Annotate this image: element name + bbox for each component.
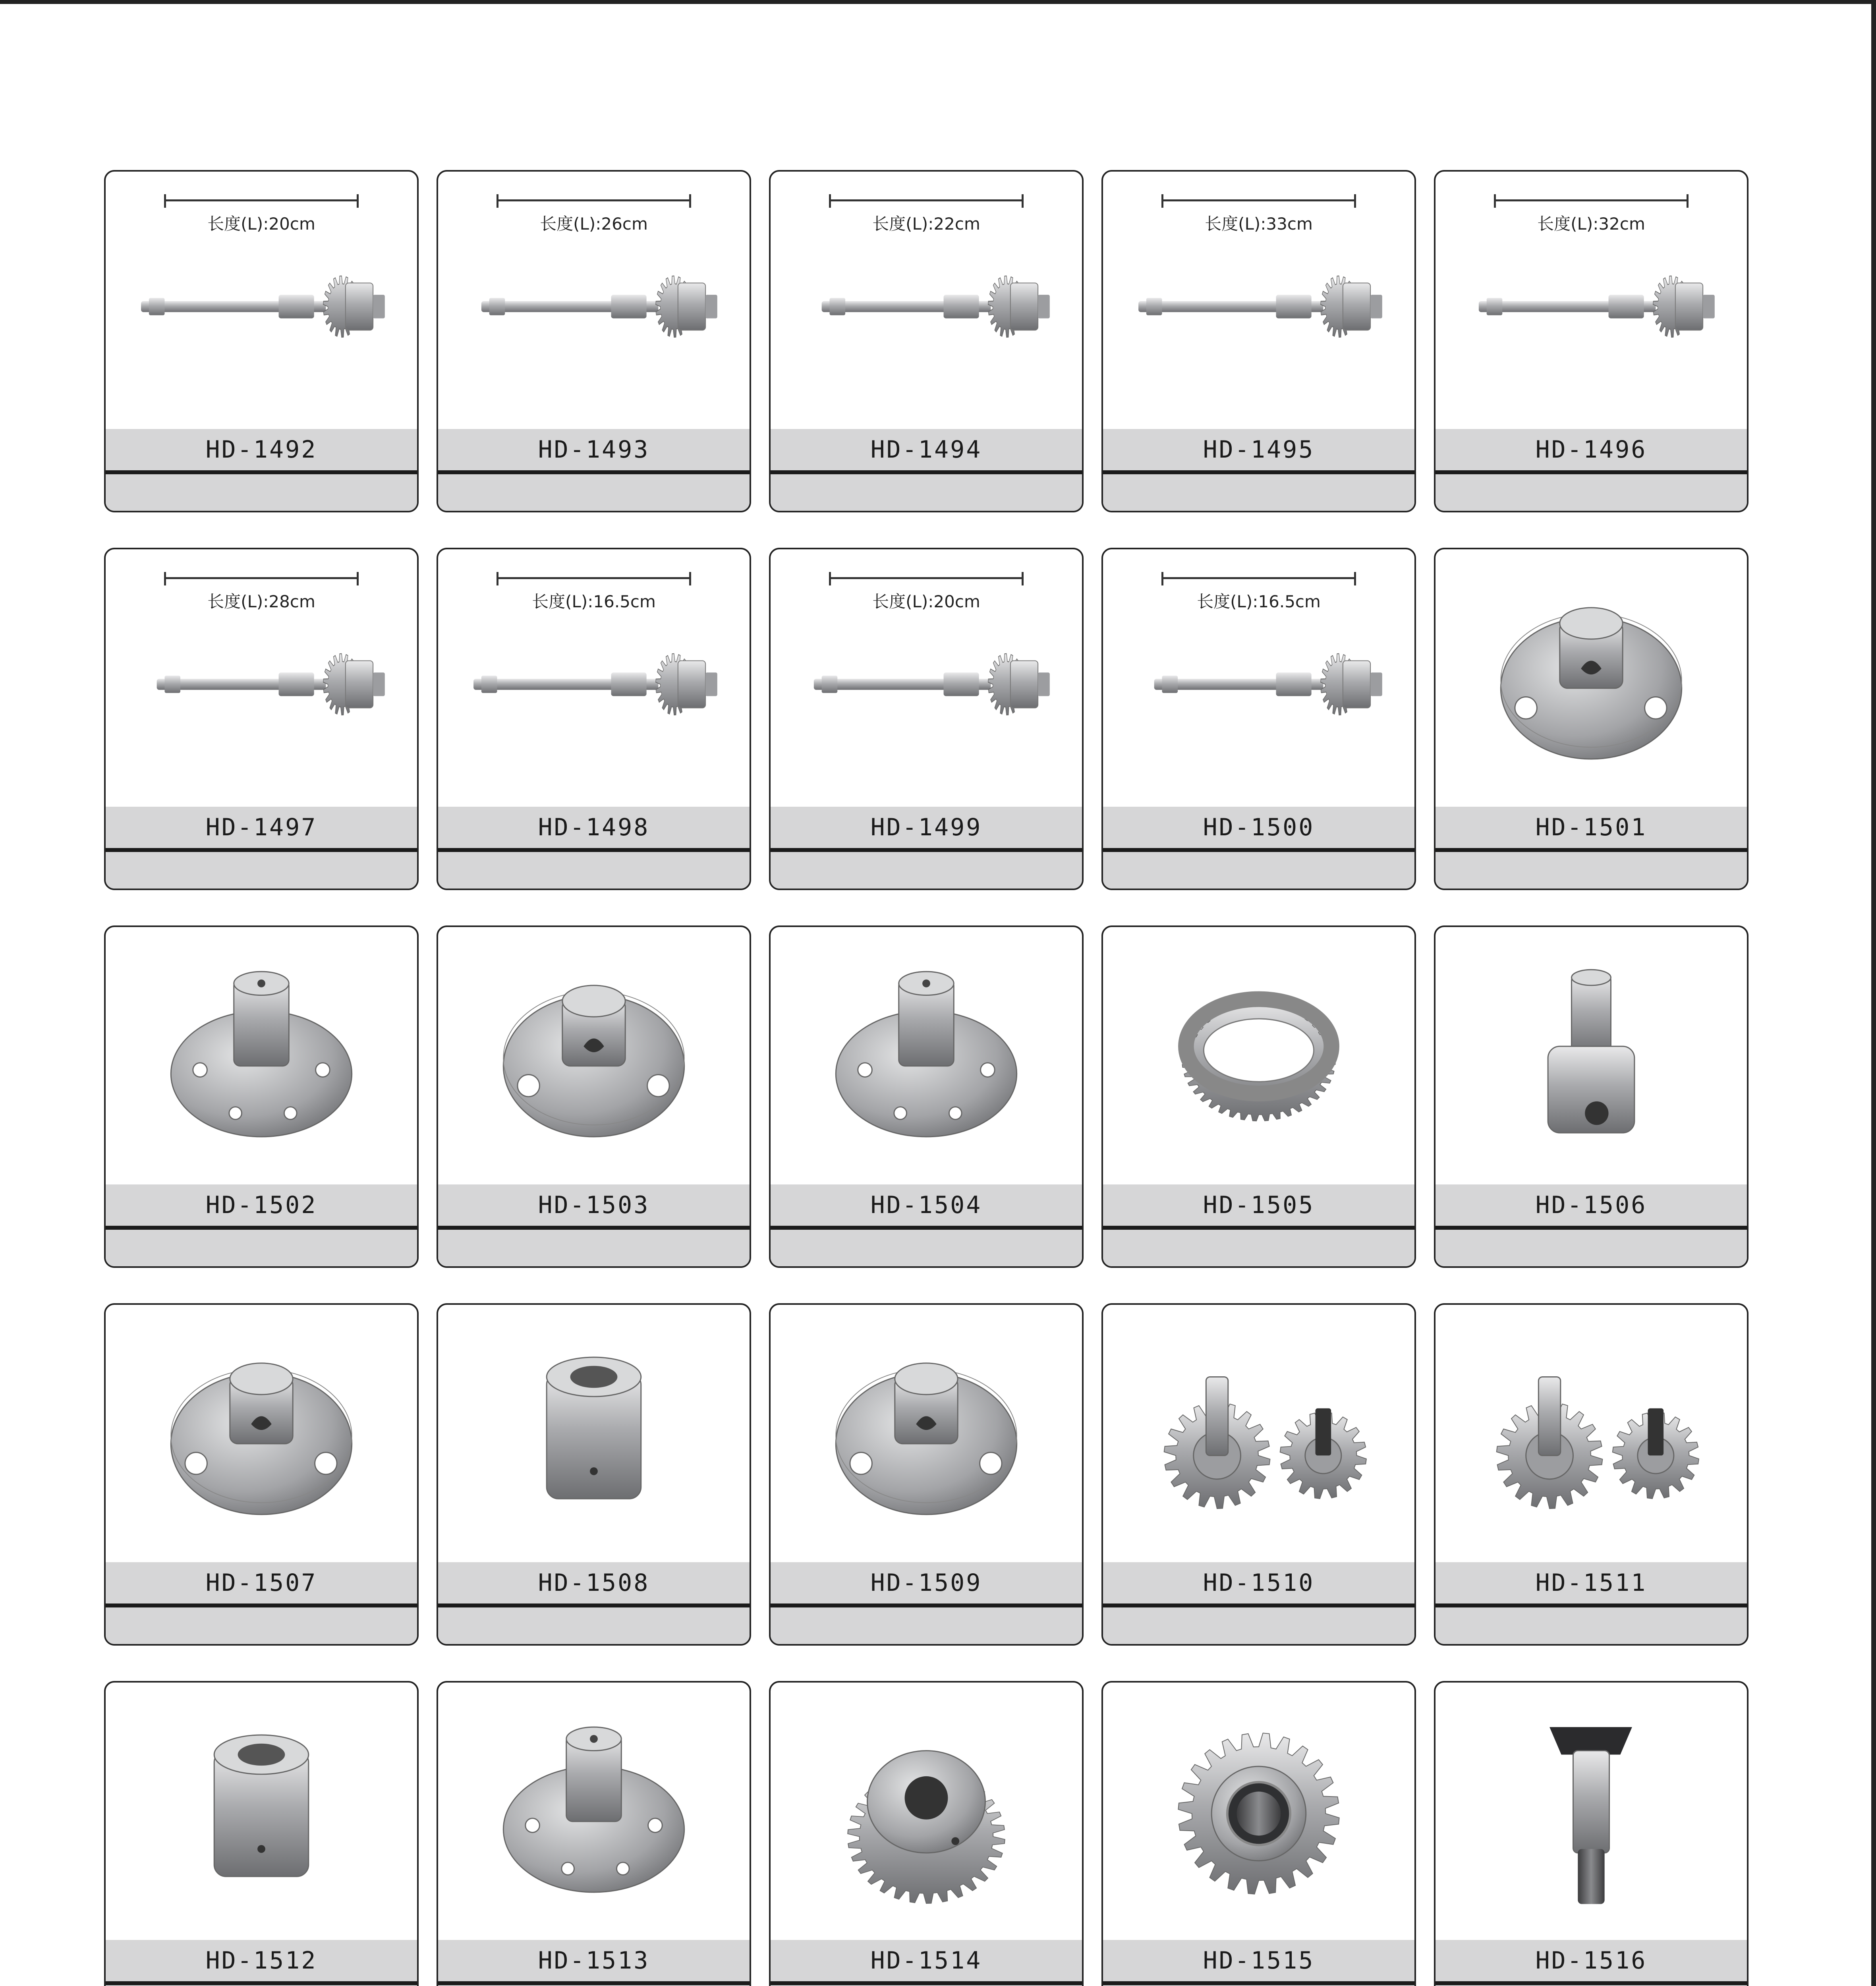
card-footer xyxy=(1435,852,1747,889)
product-card-hd-1510 xyxy=(1101,1303,1416,1646)
product-card-hd-1509 xyxy=(769,1303,1084,1646)
part-code: HD-1512 xyxy=(106,1940,417,1981)
dimension-line xyxy=(164,199,359,201)
card-footer xyxy=(1435,1230,1747,1266)
product-card-hd-1493 xyxy=(437,170,751,512)
part-code: HD-1510 xyxy=(1103,1562,1414,1603)
product-photo xyxy=(771,927,1082,1184)
part-illustration xyxy=(438,1305,750,1562)
part-illustration xyxy=(1103,927,1414,1184)
product-card-hd-1507 xyxy=(104,1303,419,1646)
length-label: 长度(L):26cm xyxy=(540,214,648,234)
card-footer xyxy=(771,1230,1082,1266)
card-footer xyxy=(438,474,750,511)
part-code: HD-1504 xyxy=(771,1184,1082,1226)
dimension-line xyxy=(829,577,1024,579)
part-illustration xyxy=(1103,1683,1414,1940)
product-card-hd-1505 xyxy=(1101,925,1416,1268)
card-footer xyxy=(438,852,750,889)
product-photo xyxy=(1435,1305,1747,1562)
card-divider xyxy=(771,848,1082,852)
product-photo xyxy=(438,927,750,1184)
product-card-hd-1515 xyxy=(1101,1681,1416,1986)
part-code: HD-1498 xyxy=(438,807,750,848)
length-label: 长度(L):16.5cm xyxy=(1197,592,1321,611)
length-label: 长度(L):32cm xyxy=(1537,214,1645,234)
card-divider xyxy=(106,1603,417,1607)
length-label: 长度(L):20cm xyxy=(207,214,315,234)
product-card-hd-1514 xyxy=(769,1681,1084,1986)
product-card-hd-1496 xyxy=(1434,170,1748,512)
length-dimension xyxy=(164,199,359,235)
part-code: HD-1499 xyxy=(771,807,1082,848)
product-card-hd-1512 xyxy=(104,1681,419,1986)
part-illustration xyxy=(771,927,1082,1184)
card-divider xyxy=(771,1981,1082,1985)
dimension-line xyxy=(1161,577,1356,579)
card-divider xyxy=(1435,1226,1747,1230)
product-photo xyxy=(106,1683,417,1940)
card-divider xyxy=(1435,470,1747,474)
card-divider xyxy=(1103,1603,1414,1607)
length-label: 长度(L):16.5cm xyxy=(532,592,656,611)
product-card-hd-1498 xyxy=(437,548,751,890)
part-code: HD-1509 xyxy=(771,1562,1082,1603)
card-footer xyxy=(1103,1230,1414,1266)
part-code: HD-1507 xyxy=(106,1562,417,1603)
card-divider xyxy=(1103,1226,1414,1230)
card-footer xyxy=(1103,1607,1414,1644)
length-dimension xyxy=(1161,577,1356,612)
dimension-line xyxy=(829,199,1024,201)
card-divider xyxy=(106,848,417,852)
product-card-hd-1492 xyxy=(104,170,419,512)
card-footer xyxy=(771,852,1082,889)
product-card-hd-1506 xyxy=(1434,925,1748,1268)
product-photo xyxy=(438,1305,750,1562)
card-footer xyxy=(771,474,1082,511)
product-card-hd-1516 xyxy=(1434,1681,1748,1986)
part-illustration xyxy=(771,1305,1082,1562)
card-divider xyxy=(438,848,750,852)
part-code: HD-1493 xyxy=(438,429,750,470)
part-code: HD-1505 xyxy=(1103,1184,1414,1226)
part-code: HD-1494 xyxy=(771,429,1082,470)
part-code: HD-1506 xyxy=(1435,1184,1747,1226)
part-code: HD-1500 xyxy=(1103,807,1414,848)
part-code: HD-1501 xyxy=(1435,807,1747,848)
length-dimension xyxy=(497,199,691,235)
product-photo xyxy=(1435,549,1747,807)
part-code: HD-1496 xyxy=(1435,429,1747,470)
length-label: 长度(L):33cm xyxy=(1205,214,1313,234)
card-divider xyxy=(1103,470,1414,474)
dimension-line xyxy=(497,577,691,579)
length-label: 长度(L):20cm xyxy=(872,592,980,611)
card-footer xyxy=(1435,1607,1747,1644)
card-footer xyxy=(106,1230,417,1266)
product-photo xyxy=(1103,1305,1414,1562)
part-illustration xyxy=(1435,549,1747,807)
product-card-hd-1499 xyxy=(769,548,1084,890)
dimension-line xyxy=(164,577,359,579)
product-photo xyxy=(1103,927,1414,1184)
product-card-hd-1503 xyxy=(437,925,751,1268)
product-photo xyxy=(1435,927,1747,1184)
card-divider xyxy=(438,1603,750,1607)
card-divider xyxy=(106,470,417,474)
part-code: HD-1503 xyxy=(438,1184,750,1226)
card-divider xyxy=(1435,1981,1747,1985)
length-label: 长度(L):28cm xyxy=(207,592,315,611)
card-divider xyxy=(1103,1981,1414,1985)
product-card-hd-1501 xyxy=(1434,548,1748,890)
product-card-hd-1494 xyxy=(769,170,1084,512)
card-divider xyxy=(1435,1603,1747,1607)
part-illustration xyxy=(1435,927,1747,1184)
part-code: HD-1511 xyxy=(1435,1562,1747,1603)
card-divider xyxy=(771,470,1082,474)
part-illustration xyxy=(106,1305,417,1562)
card-divider xyxy=(1103,848,1414,852)
length-label: 长度(L):22cm xyxy=(872,214,980,234)
part-code: HD-1513 xyxy=(438,1940,750,1981)
card-divider xyxy=(106,1226,417,1230)
card-footer xyxy=(1103,852,1414,889)
card-footer xyxy=(106,474,417,511)
product-card-hd-1513 xyxy=(437,1681,751,1986)
part-illustration xyxy=(106,1683,417,1940)
dimension-line xyxy=(1494,199,1689,201)
card-footer xyxy=(438,1230,750,1266)
product-photo xyxy=(106,1305,417,1562)
card-divider xyxy=(1435,848,1747,852)
product-card-hd-1511 xyxy=(1434,1303,1748,1646)
card-footer xyxy=(106,1607,417,1644)
product-card-hd-1500 xyxy=(1101,548,1416,890)
card-footer xyxy=(106,852,417,889)
product-photo xyxy=(106,927,417,1184)
part-code: HD-1502 xyxy=(106,1184,417,1226)
part-illustration xyxy=(1435,1305,1747,1562)
length-dimension xyxy=(1161,199,1356,235)
card-divider xyxy=(106,1981,417,1985)
part-illustration xyxy=(106,927,417,1184)
product-card-hd-1504 xyxy=(769,925,1084,1268)
length-dimension xyxy=(497,577,691,612)
part-illustration xyxy=(438,927,750,1184)
card-footer xyxy=(1103,474,1414,511)
part-illustration xyxy=(438,1683,750,1940)
card-divider xyxy=(438,1226,750,1230)
card-footer xyxy=(438,1607,750,1644)
dimension-line xyxy=(497,199,691,201)
part-code: HD-1508 xyxy=(438,1562,750,1603)
page-frame-right xyxy=(1871,0,1876,1986)
card-divider xyxy=(438,470,750,474)
part-illustration xyxy=(1435,1683,1747,1940)
product-photo xyxy=(438,1683,750,1940)
card-footer xyxy=(771,1607,1082,1644)
part-code: HD-1495 xyxy=(1103,429,1414,470)
length-dimension xyxy=(164,577,359,612)
length-dimension xyxy=(829,199,1024,235)
length-dimension xyxy=(829,577,1024,612)
product-card-hd-1508 xyxy=(437,1303,751,1646)
page-frame-top xyxy=(0,0,1876,4)
parts-grid xyxy=(104,170,1748,1986)
part-illustration xyxy=(771,1683,1082,1940)
part-code: HD-1514 xyxy=(771,1940,1082,1981)
part-code: HD-1497 xyxy=(106,807,417,848)
part-illustration xyxy=(1103,1305,1414,1562)
part-code: HD-1515 xyxy=(1103,1940,1414,1981)
product-card-hd-1497 xyxy=(104,548,419,890)
card-divider xyxy=(438,1981,750,1985)
card-footer xyxy=(1435,474,1747,511)
product-photo xyxy=(1435,1683,1747,1940)
part-code: HD-1516 xyxy=(1435,1940,1747,1981)
product-photo xyxy=(1103,1683,1414,1940)
card-divider xyxy=(771,1226,1082,1230)
part-code: HD-1492 xyxy=(106,429,417,470)
length-dimension xyxy=(1494,199,1689,235)
dimension-line xyxy=(1161,199,1356,201)
product-card-hd-1502 xyxy=(104,925,419,1268)
product-photo xyxy=(771,1683,1082,1940)
product-card-hd-1495 xyxy=(1101,170,1416,512)
product-photo xyxy=(771,1305,1082,1562)
card-divider xyxy=(771,1603,1082,1607)
